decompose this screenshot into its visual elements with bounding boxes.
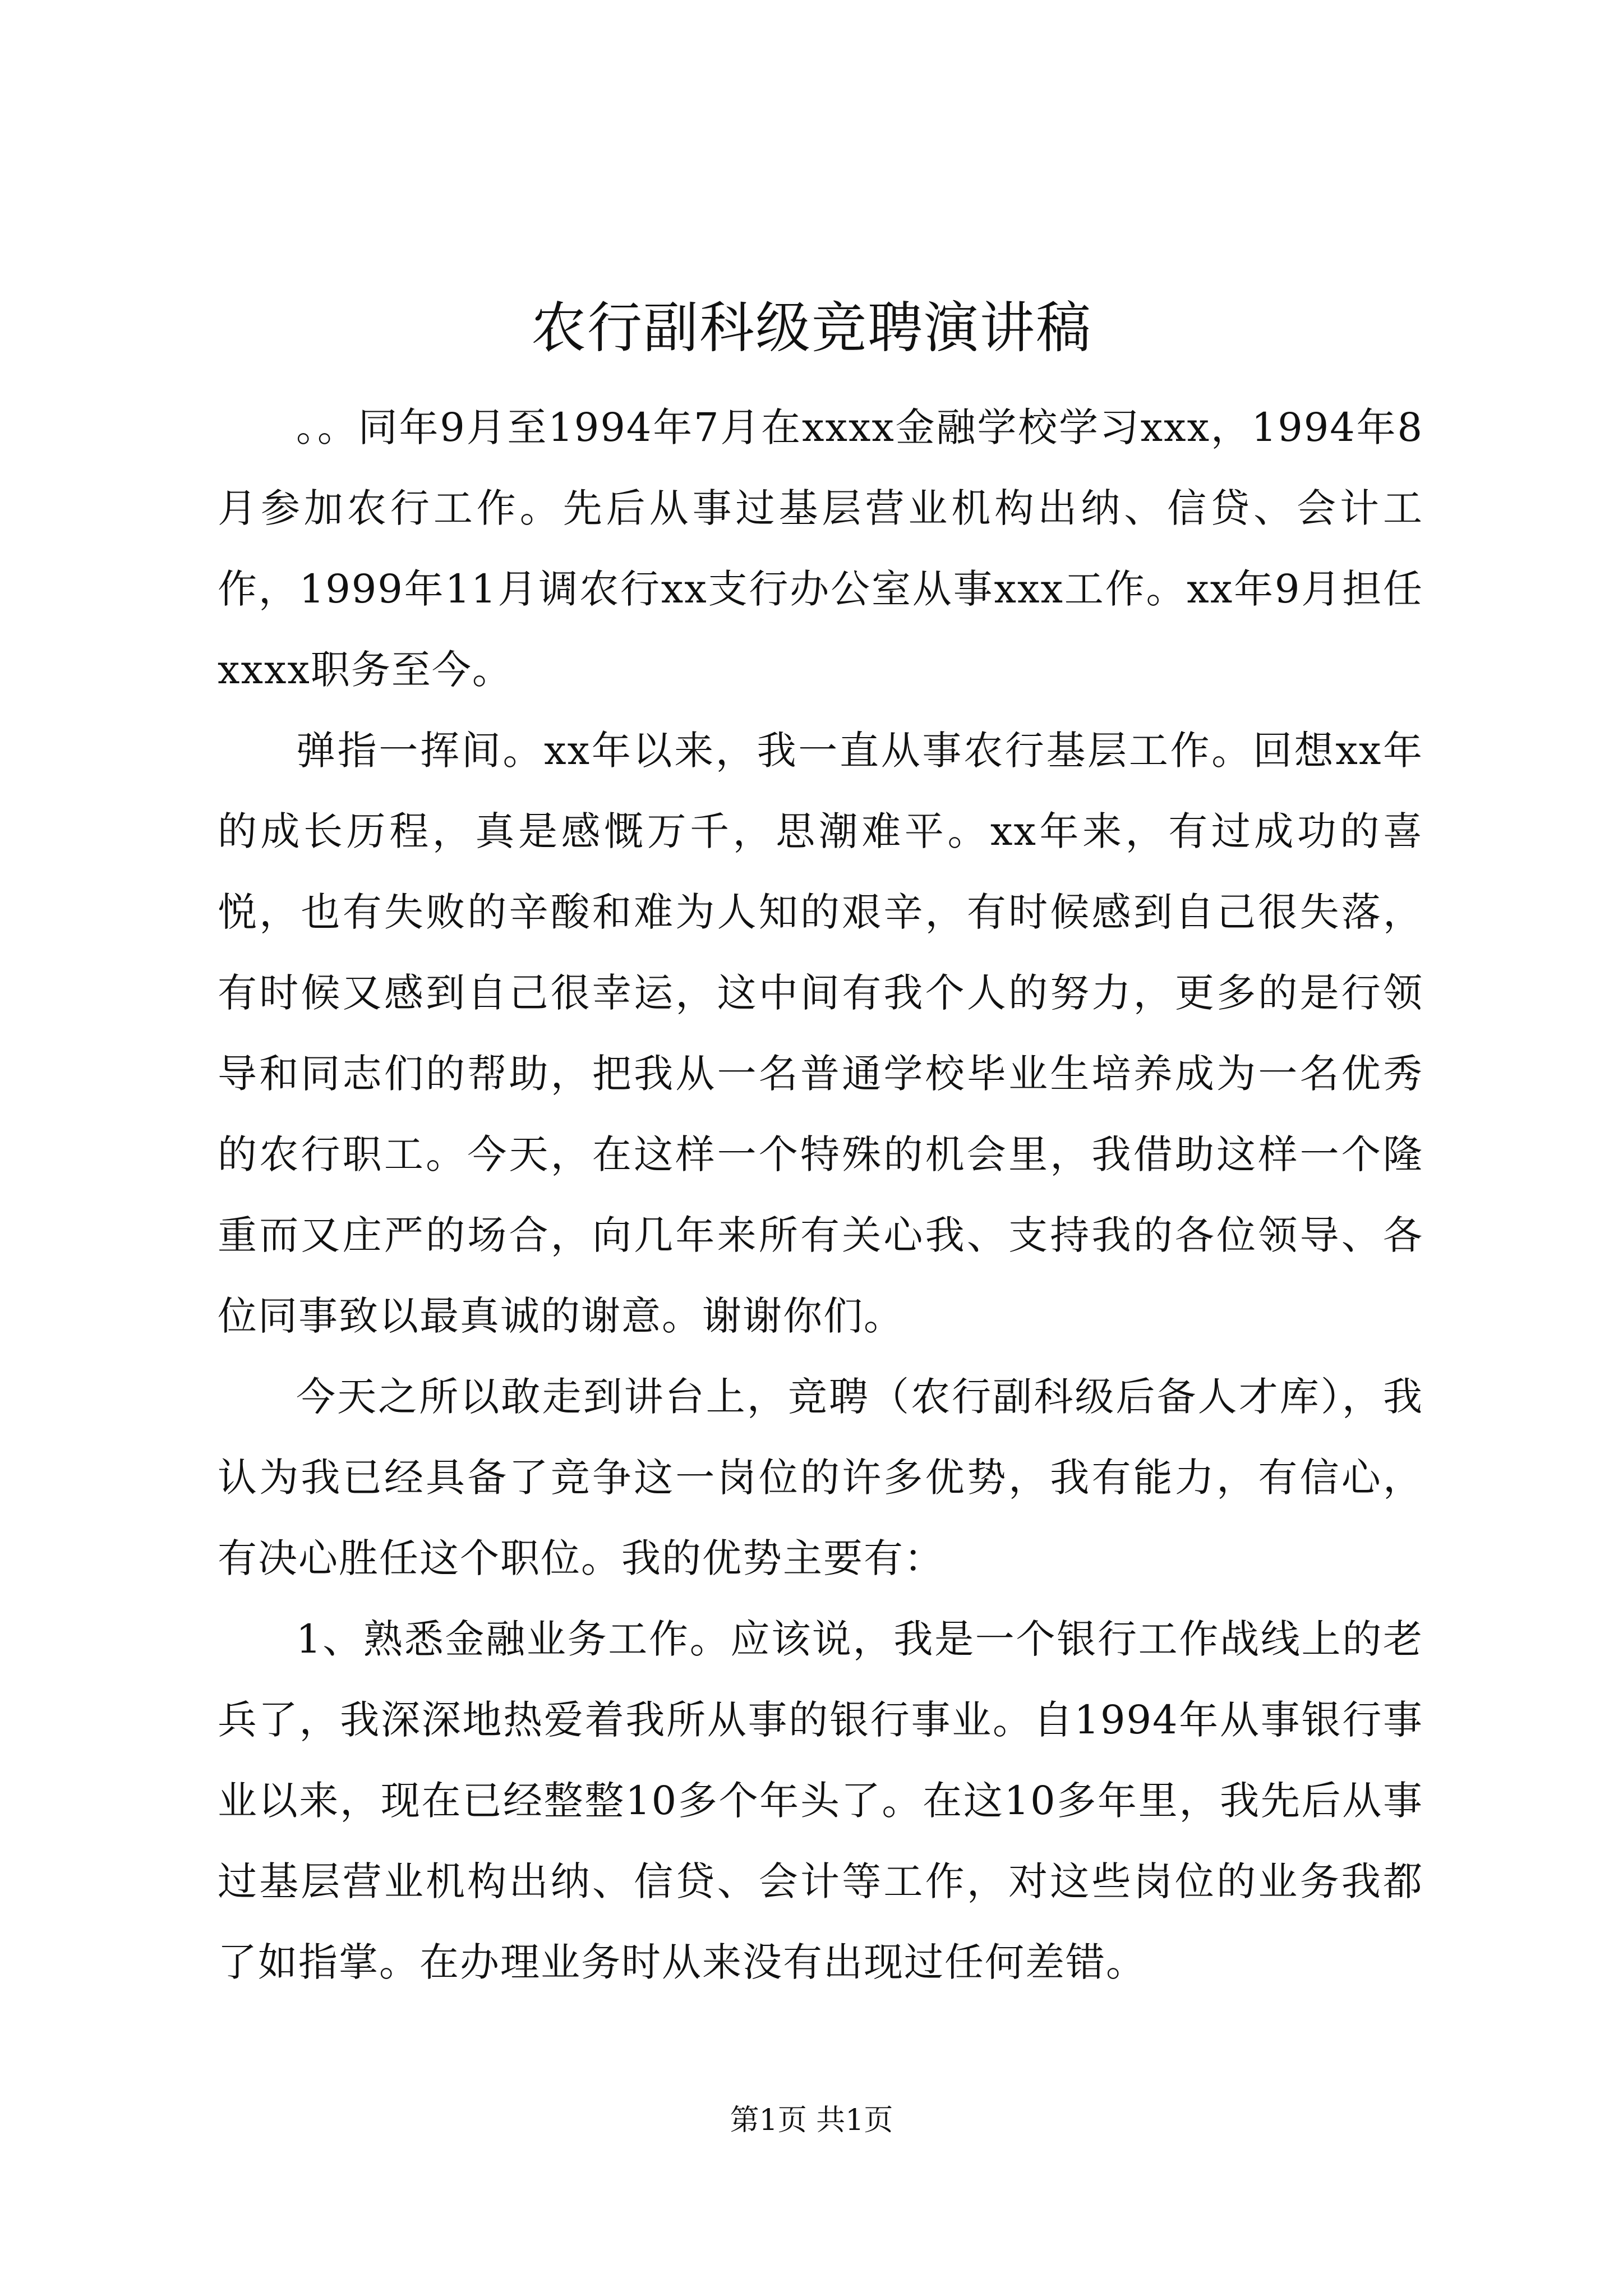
paragraph-1: 。。同年9月至1994年7月在xxxx金融学校学习xxx，1994年8月参加农行工作。先后从事过基层营业机构出纳、信贷、会计工作，1999年11月调农行xx支行办公室从事xxx工作。xx年9月担任xxxx职务至今。: [218, 404, 1423, 693]
page-footer: 第1页 共1页: [730, 2104, 893, 2137]
document-body: [218, 387, 1423, 2003]
paragraph-4: 1、熟悉金融业务工作。应该说，我是一个银行工作战线上的老兵了，我深深地热爱着我所从事的银行事业。自1994年从事银行事业以来，现在已经整整10多个年头了。在这10多年里，我先后从事过基层营业机构出纳、信贷、会计等工作，对这些岗位的业务我都了如指掌。在办理业务时从来没有出现过任何差错。: [218, 1616, 1423, 1985]
document-title: 农行副科级竞聘演讲稿: [531, 296, 1092, 360]
paragraph-3: 今天之所以敢走到讲台上，竞聘（农行副科级后备人才库），我认为我已经具备了竞争这一岗位的许多优势，我有能力，有信心，有决心胜任这个职位。我的优势主要有：: [218, 1374, 1423, 1581]
paragraph-2: 弹指一挥间。xx年以来，我一直从事农行基层工作。回想xx年的成长历程，真是感慨万千，思潮难平。xx年来，有过成功的喜悦，也有失败的辛酸和难为人知的艰辛，有时候感到自己很失落，有时候又感到自己很幸运，这中间有我个人的努力，更多的是行领导和同志们的帮助，把我从一名普通学校毕业生培养成为一名优秀的农行职工。今天，在这样一个特殊的机会里，我借助这样一个隆重而又庄严的场合，向几年来所有关心我、支持我的各位领导、各位同事致以最真诚的谢意。谢谢你们。: [218, 728, 1423, 1339]
